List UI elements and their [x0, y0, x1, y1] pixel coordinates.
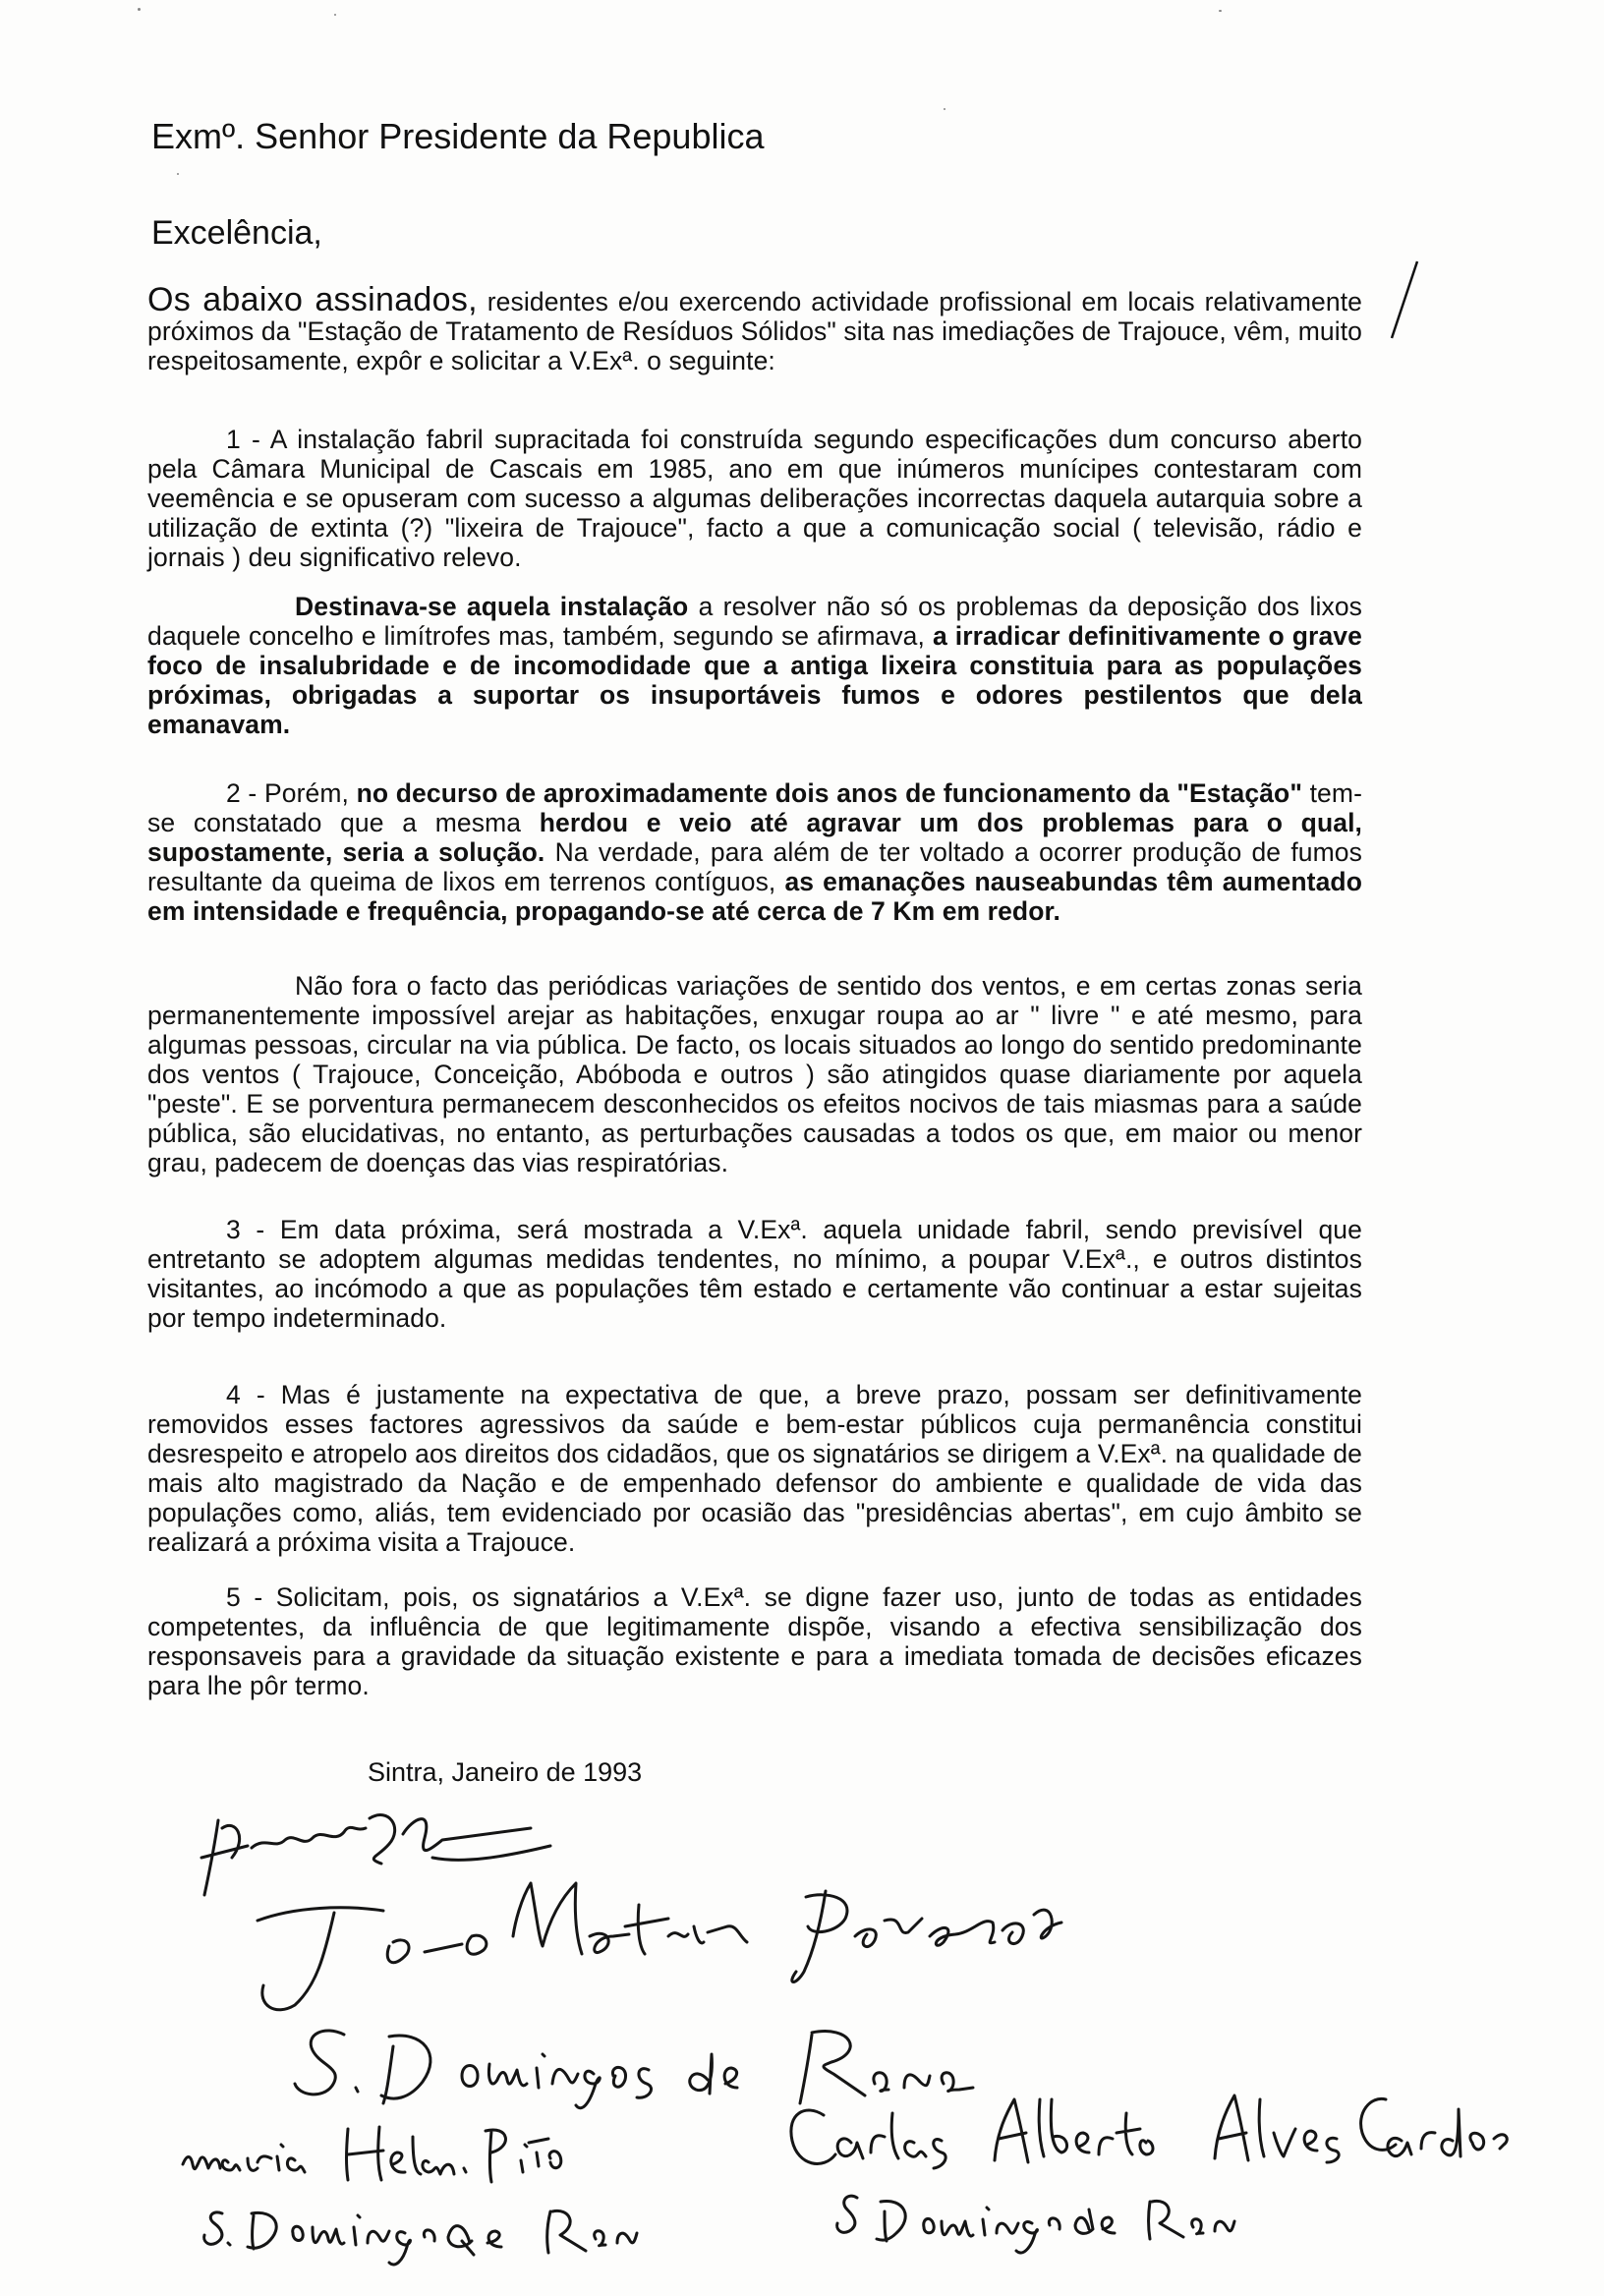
signature-4-place	[837, 2196, 1234, 2253]
signature-2	[258, 1883, 1061, 2010]
signature-3-place	[204, 2210, 637, 2265]
paragraph-2-bold-3: as emanações nauseabundas têm aumentado em intensidade e frequência, propagando-se até cerca de 7 Km em redor.	[147, 867, 1362, 926]
signature-4	[791, 2095, 1507, 2168]
paragraph-4-text: 4 - Mas é justamente na expectativa de que, a breve prazo, possam ser definitivamente removidos esses factores agressivos da saúde e bem-estar públicos cuja permanência constitui desrespeito e atropelo aos direitos dos cidadãos, que os signatários se dirigem a V.Exª. na qualidade de mais alto magistrado da Nação e de empenhado defensor do ambiente e qualidade de vida das populações como, aliás, tem evidenciado por ocasião das "presidências abertas", em cujo âmbito se realizará a próxima visita a Trajouce.	[147, 1380, 1362, 1557]
salutation: Exmº. Senhor Presidente da Republica	[151, 116, 765, 156]
paragraph-2b-text: Não fora o facto das periódicas variações de sentido dos ventos, e em certas zonas seria permanentemente impossível arejar as habitações, enxugar roupa ao ar " livre " e até mesmo, para algumas pessoas, circular na via pública. De facto, os locais situados ao longo do sentido predominante dos ventos ( Trajouce, Conceição, Abóboda e outros ) são atingidos quase diariamente por aquela "peste". E se porventura permanecem desconhecidos os efeitos nocivos de tais miasmas para a saúde pública, são elucidativas, no entanto, as perturbações causadas a todos os que, em maior ou menor grau, padecem de doenças das vias respiratórias.	[147, 971, 1362, 1177]
signature-3	[183, 2127, 561, 2182]
scan-speck	[177, 173, 179, 175]
scan-speck	[1219, 10, 1222, 12]
paragraph-2-text-1: 2 - Porém,	[226, 778, 357, 808]
paragraph-1	[147, 425, 1362, 572]
paragraph-1b-text-1: a resolver não só os problemas da deposição dos lixos daquele concelho e limítrofes mas, também, segundo se afirmava,	[147, 592, 1363, 651]
intro-paragraph	[147, 281, 1362, 375]
date-line: Sintra, Janeiro de 1993	[368, 1757, 643, 1787]
intro-rest: residentes e/ou exercendo actividade profissional em locais relativamente próximos da "Estação de Tratamento de Resíduos Sólidos" sita nas imediações de Trajouce, vêm, muito respeitosamente, expôr e solicitar a V.Exª. o seguinte:	[147, 287, 1362, 375]
paragraph-1-text: 1 - A instalação fabril supracitada foi construída segundo especificações dum concurso aberto pela Câmara Municipal de Cascais em 1985, ano em que inúmeros munícipes contestaram com veemência e se opuseram com sucesso a algumas deliberações incorrectas daquela autarquia sobre a utilização de extinta (?) "lixeira de Trajouce", facto a que a comunicação social ( televisão, rádio e jornais ) deu significativo relevo.	[147, 425, 1362, 572]
intro-lead: Os abaixo assinados,	[147, 281, 478, 318]
scan-speck	[334, 14, 336, 16]
paragraph-2-bold-1: no decurso de aproximadamente dois anos de funcionamento da "Estação"	[356, 778, 1302, 808]
paragraph-2-text-3: Na verdade, para além de ter voltado a ocorrer produção de fumos resultante da queima de lixos em terrenos contíguos,	[147, 837, 1362, 896]
paragraph-5	[147, 1582, 1362, 1700]
margin-mark	[1384, 258, 1423, 346]
paragraph-3-text: 3 - Em data próxima, será mostrada a V.Exª. aquela unidade fabril, sendo previsível que entretanto se adoptem algumas medidas tendentes, no mínimo, a poupar V.Exª., e outros distintos visitantes, ao incómodo a que as populações têm estado e certamente vão continuar a estar sujeitas por tempo indeterminado.	[147, 1215, 1362, 1333]
signatures-area	[0, 1789, 1604, 2280]
paragraph-1b-bold-2: a irradicar definitivamente o grave foco de insalubridade e de incomodidade que a antiga lixeira constituia para as populações próximas, obrigadas a suportar os insuportáveis fumos e odores pestilentos que dela emanavam.	[147, 621, 1362, 739]
paragraph-2b	[147, 971, 1362, 1177]
paragraph-4	[147, 1380, 1362, 1557]
greeting: Excelência,	[151, 214, 322, 252]
signature-1	[201, 1815, 550, 1895]
paragraph-2-bold-2: herdou e veio até agravar um dos problemas para o qual, supostamente, seria a solução.	[147, 808, 1362, 867]
paragraph-1b	[147, 592, 1362, 739]
signature-2-place	[295, 2031, 973, 2108]
paragraph-5-text: 5 - Solicitam, pois, os signatários a V.Exª. se digne fazer uso, junto de todas as entidades competentes, da influência de que legitimamente dispõe, visando a efectiva sensibilização dos responsaveis para a gravidade da situação existente e para a imediata tomada de decisões eficazes para lhe pôr termo.	[147, 1582, 1362, 1700]
paragraph-2	[147, 778, 1362, 926]
paragraph-3	[147, 1215, 1362, 1333]
scan-speck	[138, 8, 141, 11]
paragraph-1b-bold-1: Destinava-se aquela instalação	[295, 592, 689, 621]
paragraph-2-text-2: tem-se constatado que a mesma	[147, 778, 1362, 837]
scan-speck	[944, 108, 945, 110]
